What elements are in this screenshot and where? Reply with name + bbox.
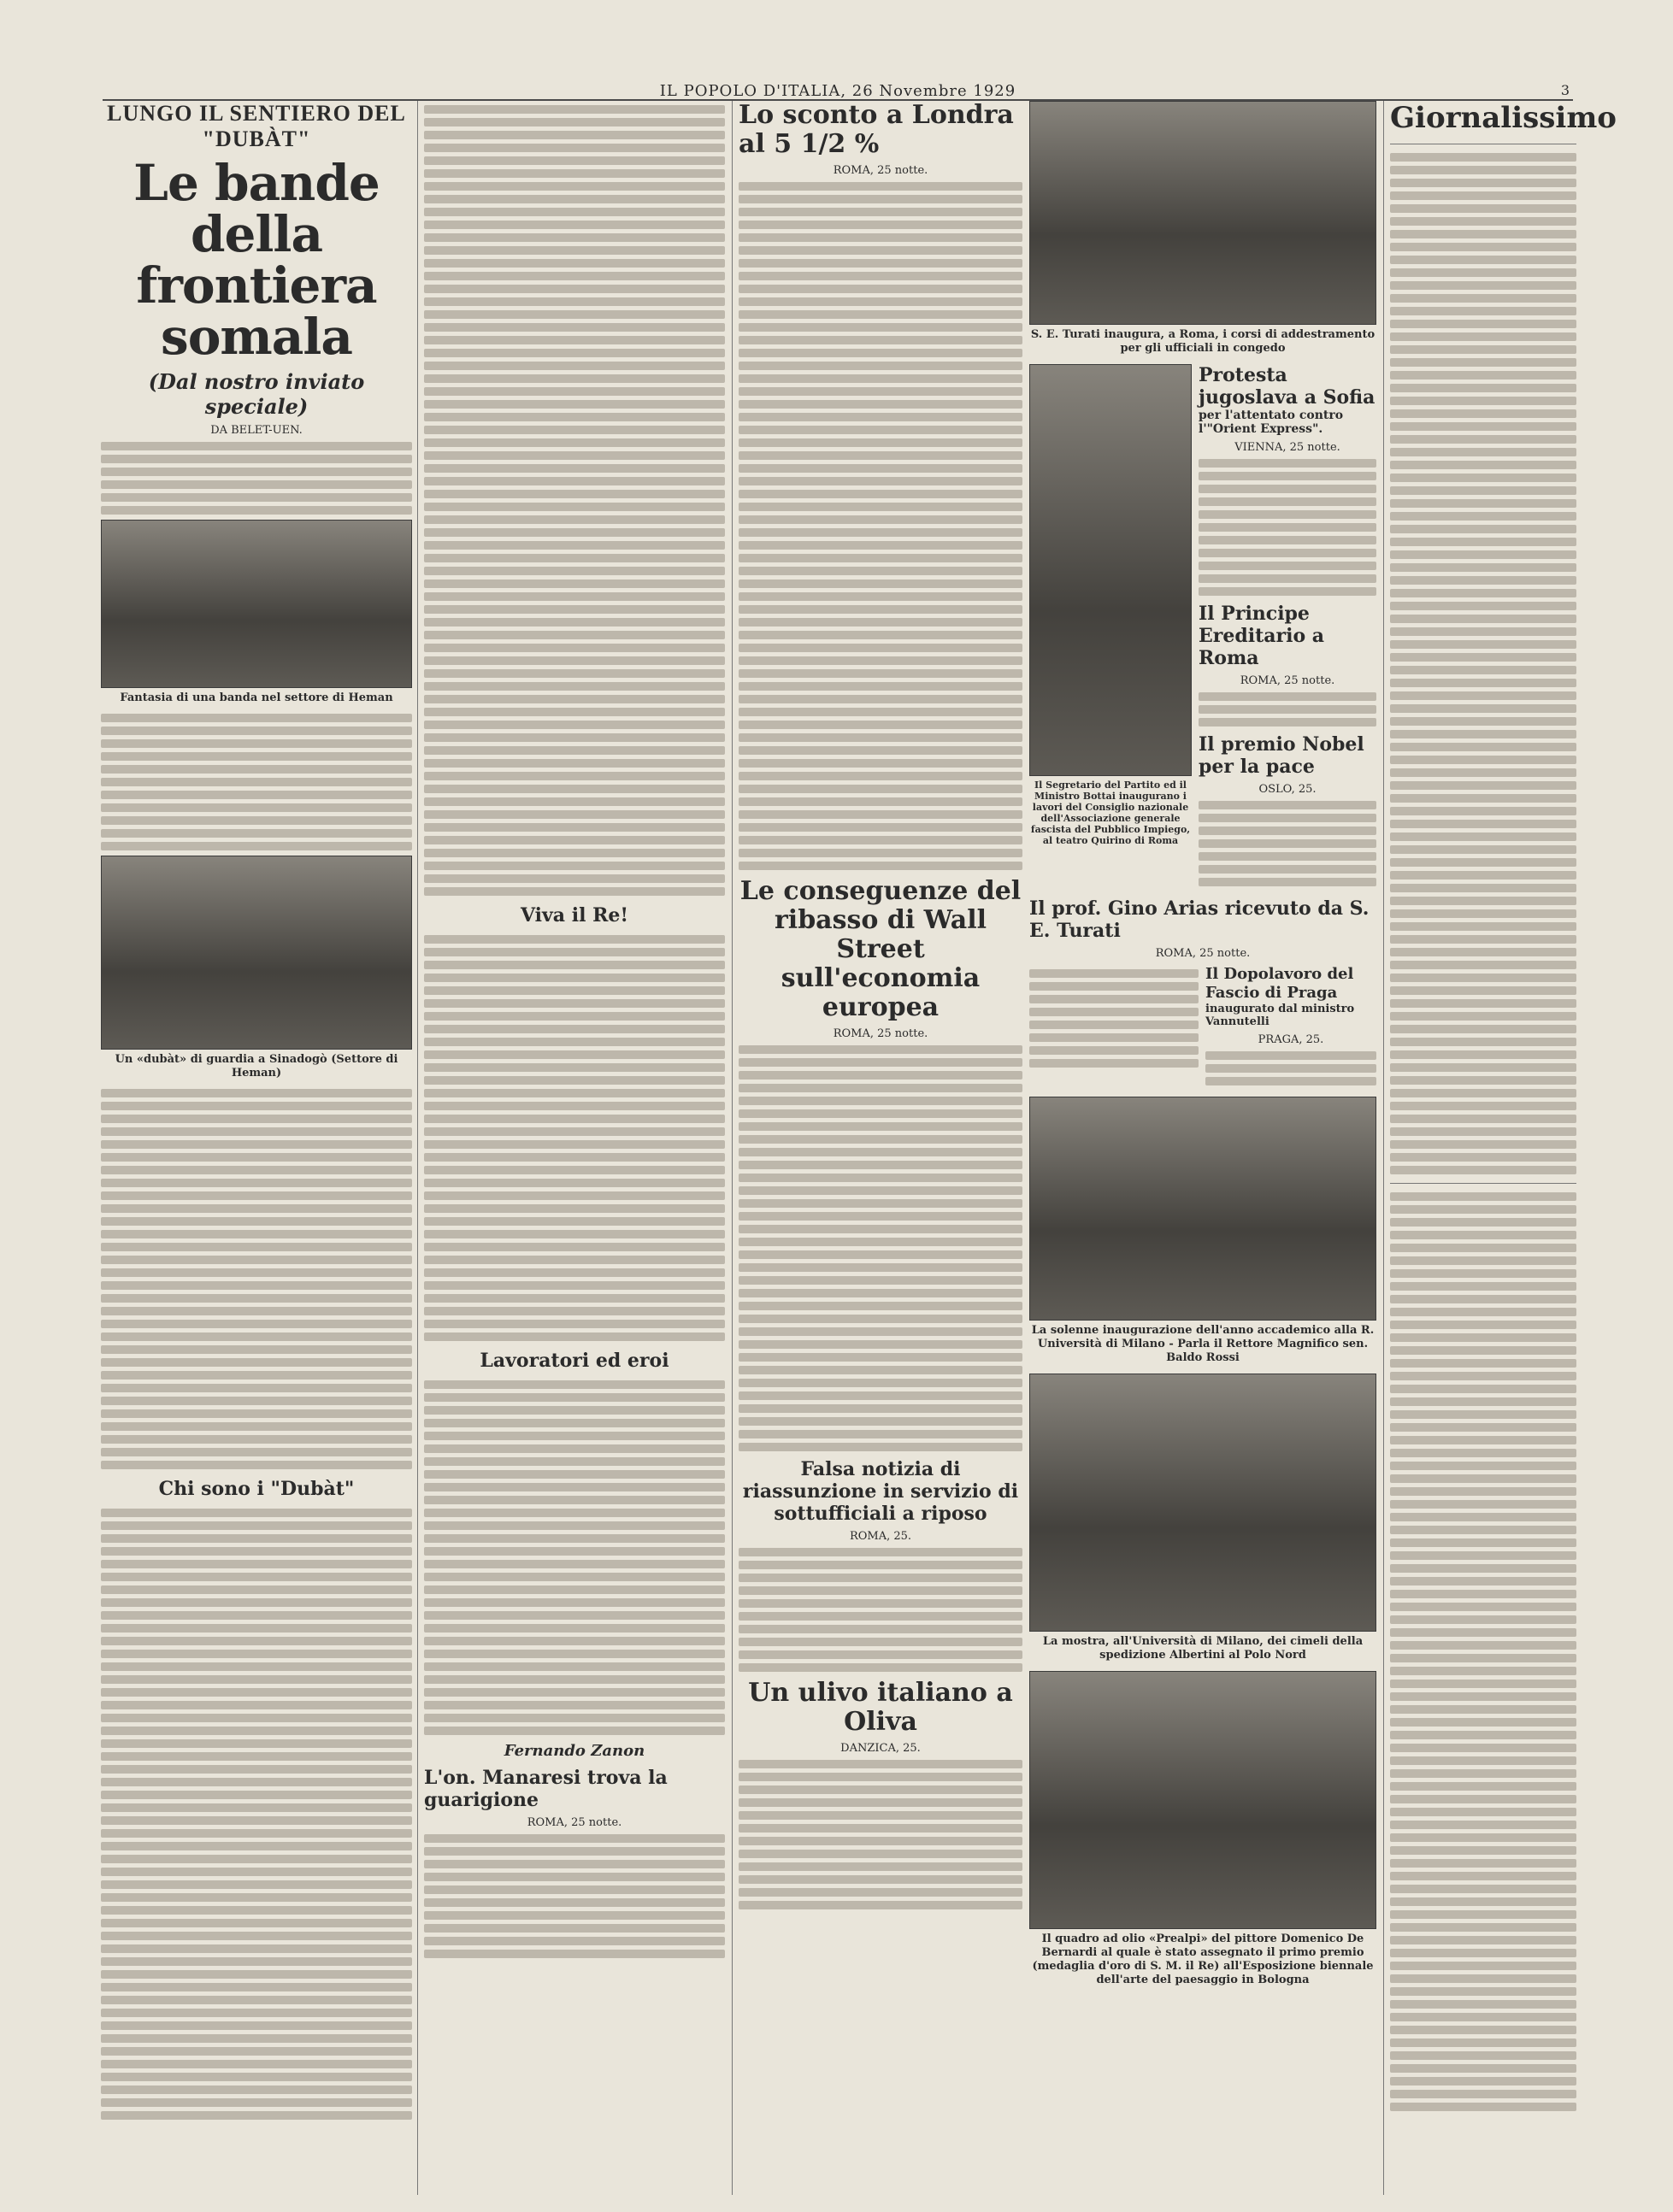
photo-polo-nord: [1029, 1374, 1376, 1632]
article-body: [101, 714, 412, 850]
photo-bottai: [1029, 364, 1192, 776]
section-subhead: Lavoratori ed eroi: [480, 1350, 669, 1372]
signature: Fernando Zanon: [504, 1742, 645, 1760]
article-body: [424, 1380, 725, 1735]
kicker: LUNGO IL SENTIERO DEL "DUBÀT": [107, 101, 406, 151]
section-subhead: Viva il Re!: [520, 904, 629, 927]
photo-caption: Fantasia di una banda nel settore di Heman: [120, 691, 393, 704]
column-5: [1390, 101, 1617, 2195]
article-body: [101, 1089, 412, 1469]
photo-caption: La solenne inaugurazione dell'anno accademico alla R. Università di Milano - Parla il Rettore Magnifico sen. Baldo Rossi: [1031, 1324, 1375, 1364]
column-rule: [417, 101, 418, 2195]
column-2: [424, 101, 725, 2195]
dateline: ROMA, 25 notte.: [527, 1816, 622, 1829]
article-headline: Un ulivo italiano a Oliva: [748, 1678, 1013, 1737]
column-4: [1029, 101, 1376, 2195]
photo-caption: La mostra, all'Università di Milano, dei cimeli della spedizione Albertini al Polo Nord: [1042, 1635, 1364, 1662]
article-headline: Il Principe Ereditario a Roma: [1199, 603, 1325, 669]
article-headline: Il premio Nobel per la pace: [1199, 733, 1364, 778]
photo-caption: Il quadro ad olio «Prealpi» del pittore Domenico De Bernardi al quale è stato assegnato il primo premio (medaglia d'oro di S. M. il Re) all'Esposizione biennale dell'arte del paesaggio in Bologna: [1032, 1933, 1374, 1986]
article-body: [424, 1834, 725, 1958]
article-headline: Il prof. Gino Arias ricevuto da S. E. Turati: [1029, 897, 1370, 942]
photo-university: [1029, 1097, 1376, 1321]
article-subhead: per l'attentato contro l'"Orient Express".: [1199, 409, 1344, 436]
article-body: [101, 1509, 412, 2120]
photo-dubat: [101, 856, 412, 1050]
masthead: [103, 82, 1573, 101]
article-body: [739, 1548, 1022, 1672]
byline: (Dal nostro inviato speciale): [148, 369, 365, 419]
photo-caption: Un «dubàt» di guardia a Sinadogò (Settore di Heman): [115, 1053, 398, 1080]
photo-turati: [1029, 101, 1376, 325]
article-body: [424, 105, 725, 896]
dateline: ROMA, 25 notte.: [1240, 674, 1335, 687]
column-rule: [732, 101, 733, 2195]
dateline: ROMA, 25 notte.: [1155, 947, 1251, 960]
section-subhead: Chi sono i "Dubàt": [158, 1478, 355, 1500]
article-headline: L'on. Manaresi trova la guarigione: [424, 1767, 668, 1811]
article-body: [739, 182, 1022, 870]
masthead-title: IL POPOLO D'ITALIA, 26 Novembre 1929: [659, 82, 1016, 100]
dateline: VIENNA, 25 notte.: [1234, 441, 1340, 454]
article-body: [1199, 801, 1376, 886]
dateline: ROMA, 25.: [849, 1530, 912, 1543]
column-rule: [1383, 101, 1384, 2195]
article-subhead: inaugurato dal ministro Vannutelli: [1205, 1003, 1355, 1028]
photo-prealpi: [1029, 1671, 1376, 1929]
article-body: [101, 442, 412, 515]
dateline: DA BELET-UEN.: [210, 424, 303, 437]
column-1: [101, 101, 412, 2195]
article-body: [1390, 153, 1576, 2111]
article-body: [1199, 459, 1376, 596]
article-body: [1199, 692, 1376, 727]
photo-caption: Il Segretario del Partito ed il Ministro Bottai inaugurano i lavori del Consiglio nazionale dell'Associazione generale fascista del Pubblico Impiego, al teatro Quirino di Roma: [1030, 779, 1191, 846]
dateline: OSLO, 25.: [1258, 783, 1317, 796]
article-body: [424, 935, 725, 1341]
article-headline: Il Dopolavoro del Fascio di Praga: [1205, 965, 1354, 1002]
article-headline: Lo sconto a Londra al 5 1/2 %: [739, 100, 1014, 159]
column-3: [739, 101, 1022, 2195]
page-number: 3: [1560, 82, 1570, 98]
photo-caption: S. E. Turati inaugura, a Roma, i corsi di addestramento per gli ufficiali in congedo: [1030, 328, 1376, 355]
main-headline: Le bande della frontiera somala: [133, 154, 380, 366]
dateline: DANZICA, 25.: [840, 1742, 921, 1755]
photo-fantasia: [101, 520, 412, 688]
article-body: [739, 1760, 1022, 1909]
article-headline: Protesta jugoslava a Sofia: [1199, 364, 1376, 409]
column-headline: Giornalissimo: [1390, 101, 1617, 135]
article-headline: Le conseguenze del ribasso di Wall Street sull'economia europea: [739, 876, 1022, 1022]
dateline: ROMA, 25 notte.: [833, 1027, 928, 1040]
dateline: ROMA, 25 notte.: [833, 164, 928, 177]
article-body: [739, 1045, 1022, 1451]
dateline: PRAGA, 25.: [1258, 1033, 1324, 1046]
article-headline: Falsa notizia di riassunzione in servizio di sottufficiali a riposo: [742, 1458, 1019, 1525]
